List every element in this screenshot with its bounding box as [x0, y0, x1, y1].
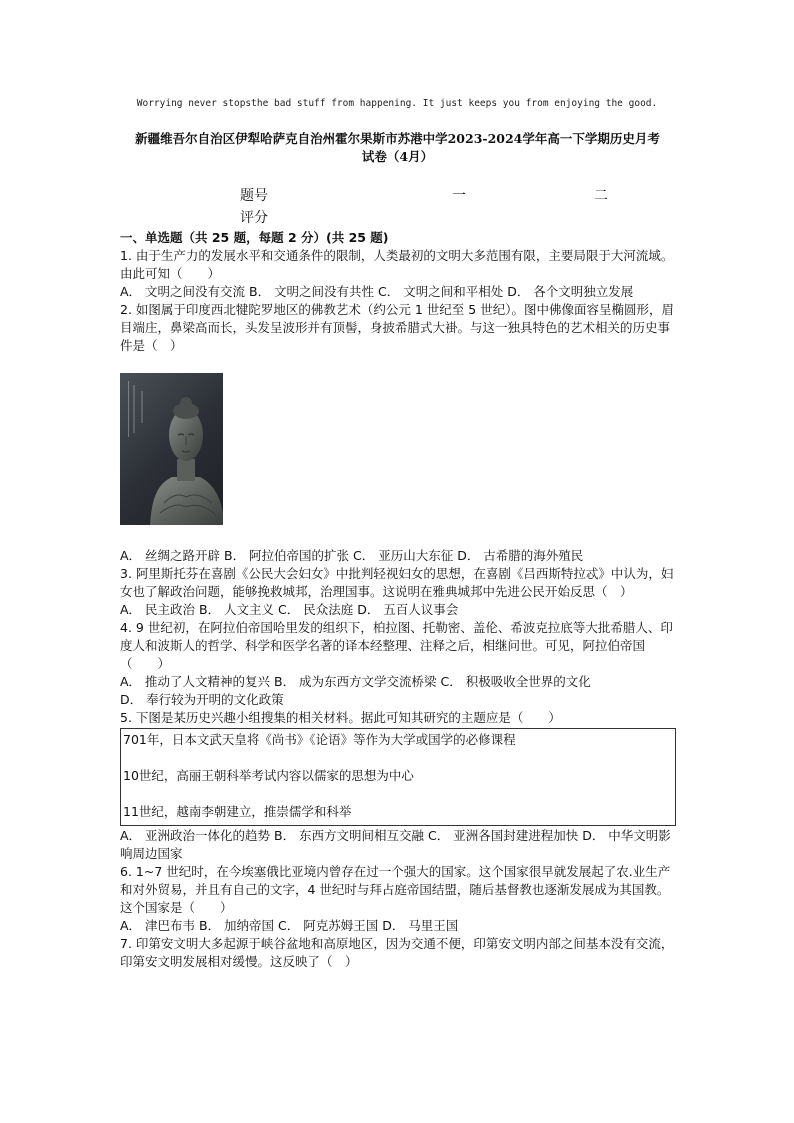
score-table-label-question-number: 题号	[240, 188, 268, 204]
title-line-1: 新疆维吾尔自治区伊犁哈萨克自治州霍尔果斯市苏港中学2023-2024学年高一下学期历史月考	[135, 131, 660, 146]
score-table-header-row	[240, 185, 640, 207]
score-table-label-score: 评分	[240, 210, 268, 226]
buddha-statue-illustration	[120, 373, 223, 525]
question-2-stem: 2. 如图属于印度西北犍陀罗地区的佛教艺术（约公元 1 世纪至 5 世纪）。图中佛像面容呈椭圆形，眉目端庄，鼻梁高而长，头发呈波形并有顶髻，身披希腊式大褂。与这一独具特色的艺术相关的历史事件是（ ）	[120, 302, 674, 353]
question-4-options-line-1: A． 推动了人文精神的复兴 B． 成为东西方文学交流桥梁 C． 积极吸收全世界的文化	[120, 674, 591, 689]
question-4-options-line-2: D． 奉行较为开明的文化政策	[120, 692, 284, 707]
page-title	[120, 130, 675, 166]
section-heading-single-choice: 一、单选题（共 25 题，每题 2 分）(共 25 题)	[120, 230, 389, 245]
question-5-material-box	[120, 728, 676, 826]
question-7-stem: 7. 印第安文明大多起源于峡谷盆地和高原地区，因为交通不便，印第安文明内部之间基本没有交流，印第安文明发展相对缓慢。这反映了（ ）	[120, 936, 674, 969]
question-3-options: A． 民主政治 B． 人文主义 C． 民众法庭 D． 五百人议事会	[120, 602, 459, 617]
question-6-options: A． 津巴布韦 B． 加纳帝国 C． 阿克苏姆王国 D． 马里王国	[120, 918, 459, 933]
question-5-stem: 5. 下图是某历史兴趣小组搜集的相关材料。据此可知其研究的主题应是（ ）	[120, 710, 561, 725]
question-2-options: A． 丝绸之路开辟 B． 阿拉伯帝国的扩张 C． 亚历山大东征 D． 古希腊的海外殖民	[120, 548, 584, 563]
score-table-score-row	[240, 207, 640, 229]
question-4-stem: 4. 9 世纪初，在阿拉伯帝国哈里发的组织下，柏拉图、托勒密、盖伦、希波克拉底等大批希腊人、印度人和波斯人的哲学、科学和医学名著的译本经整理、注释之后，相继问世。可见，阿拉伯帝国（ ）	[120, 620, 673, 671]
header-quote: Worrying never stopsthe bad stuff from happening. It just keeps you from enjoying the good.	[136, 98, 658, 109]
title-line-2: 试卷（4月）	[361, 149, 434, 164]
question-1-options: A． 文明之间没有交流 B． 文明之间没有共性 C． 文明之间和平相处 D． 各个文明独立发展	[120, 284, 634, 299]
question-3-stem: 3. 阿里斯托芬在喜剧《公民大会妇女》中批判轻视妇女的思想，在喜剧《吕西斯特拉忒》中认为，妇女也了解政治问题，能够挽救城邦，治理国事。这说明在雅典城邦中先进公民开始反思（ ）	[120, 566, 674, 599]
question-5-options: A． 亚洲政治一体化的趋势 B． 东西方文明间相互交融 C． 亚洲各国封建进程加快 D． 中华文明影响周边国家	[120, 828, 671, 861]
material-item: 10世纪，高丽王朝科举考试内容以儒家的思想为中心	[123, 768, 414, 783]
score-table-col-2: 二	[594, 188, 608, 204]
score-table	[240, 185, 640, 229]
question-6-stem: 6. 1~7 世纪时，在今埃塞俄比亚境内曾存在过一个强大的国家。这个国家很早就发展起了农.业生产和对外贸易，并且有自己的文字，4 世纪时与拜占庭帝国结盟，随后基督教也逐渐发展成为其国教。这个国家是（ ）	[120, 864, 671, 915]
gandhara-buddha-image	[120, 373, 223, 525]
question-1-stem: 1. 由于生产力的发展水平和交通条件的限制，人类最初的文明大多范围有限，主要局限于大河流域。由此可知（ ）	[120, 248, 674, 281]
exam-content	[120, 229, 676, 971]
score-table-col-1: 一	[452, 188, 466, 204]
material-item: 701年，日本文武天皇将《尚书》《论语》等作为大学或国学的必修课程	[123, 732, 516, 747]
material-item: 11世纪，越南李朝建立，推崇儒学和科举	[123, 804, 352, 819]
